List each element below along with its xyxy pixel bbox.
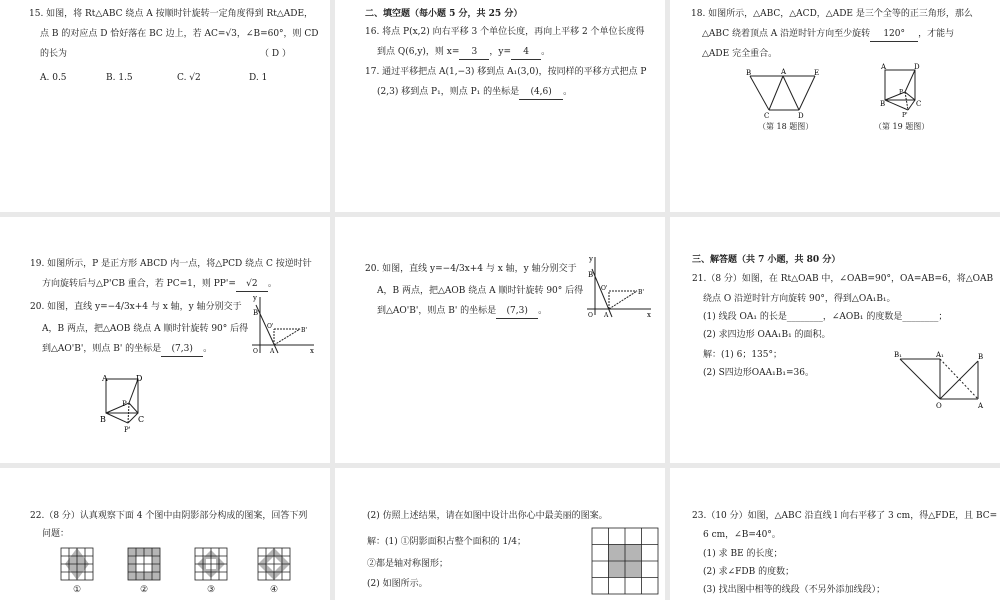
q20b-line3 [377, 305, 547, 319]
fig20l-label-o: O [253, 348, 258, 355]
q20-text-a: 到△AO'B'，则点 B' 的坐标是 [42, 344, 162, 354]
panel-fill-blank [335, 0, 665, 212]
q23-line1: 23.（10 分）如图，△ABC 沿直线 l 向右平移了 3 cm，得△FDE，且 BC= [692, 511, 998, 521]
fig20l-label-a: A [270, 348, 275, 355]
fig19b-label-b: B [100, 415, 106, 424]
q23-line3: (1) 求 BE 的长度； [703, 549, 783, 559]
q15-option-a: A. 0.5 [40, 73, 67, 83]
fig19-label-p-prime: P' [902, 112, 908, 119]
q20-line3 [42, 343, 212, 357]
q18-text-a: △ABC 绕着顶点 A 沿逆时针方向至少旋转 [702, 29, 871, 39]
q17-answer: (4,6) [519, 86, 563, 100]
fig18-label-a: A [781, 68, 787, 76]
q15-line3: 的长为 [40, 49, 68, 59]
panel-q22 [0, 468, 330, 600]
q16-text-c: 。 [541, 47, 551, 57]
fig20r-label-y: y [589, 255, 593, 263]
q22-line1: 22.（8 分）认真观察下面 4 个图中由阴影部分构成的图案，回答下列 [30, 511, 308, 521]
panel-q20 [335, 217, 665, 463]
fig20l-label-y: y [253, 294, 257, 302]
fig21-label-o: O [936, 402, 942, 410]
q18-line2 [702, 28, 954, 42]
q19-text-c: 。 [267, 279, 277, 289]
panel-q21 [670, 217, 1000, 463]
q23-line4: (2) 求∠FDB 的度数； [703, 567, 795, 577]
q21-line3: (1) 线段 OA₁ 的长是________，∠AOB₁ 的度数是________； [703, 312, 948, 322]
fig20r-label-b-prime: B' [638, 289, 645, 296]
section-title-fill: 二、填空题（每小题 5 分，共 25 分） [365, 9, 523, 19]
fig18-label-d: D [798, 112, 804, 120]
q19-line1: 19. 如图所示，P 是正方形 ABCD 内一点，将△PCD 绕点 C 按逆时针 [30, 259, 312, 269]
fig20l-label-b: B [253, 309, 259, 317]
q20b-text-c: 。 [538, 306, 548, 316]
q15-option-c: C. √2 [177, 73, 201, 83]
section-title-solve: 三、解答题（共 7 小题，共 80 分） [692, 255, 841, 265]
fig19-label-b: B [880, 100, 886, 108]
q22-part2-line: (2) 仿照上述结果，请在如图中设计出你心中最美丽的图案。 [367, 511, 608, 521]
q20-line1: 20. 如图，直线 y=−4/3x+4 与 x 轴，y 轴分别交于 [30, 302, 242, 312]
pattern-4 [258, 548, 290, 580]
q18-line3: △ADE 完全重合。 [702, 49, 778, 59]
fig19b-label-a: A [102, 374, 108, 383]
q20b-line2: A，B 两点，把△AOB 绕点 A 顺时针旋转 90° 后得 [377, 286, 584, 296]
q15-line2: 点 B 的对应点 D 恰好落在 BC 边上，若 AC=√3，∠B=60°，则 CD [40, 29, 319, 39]
q23-line5: (3) 找出图中相等的线段（不另外添加线段）； [703, 585, 886, 595]
q16-line2 [377, 46, 550, 60]
pattern-2 [128, 548, 160, 580]
fig20r-label-a: A [604, 312, 609, 319]
fig20l-label-o-prime: O' [267, 323, 274, 330]
q21-solution-1: 解：(1) 6；135°； [703, 350, 783, 360]
q18-line1: 18. 如图所示，△ABC，△ACD，△ADE 是三个全等的正三角形，那么 [691, 9, 973, 19]
panel-q15 [0, 0, 330, 212]
pattern-label-3: ③ [207, 585, 216, 595]
fig18-label-c: C [764, 112, 770, 120]
q21-line4: (2) 求四边形 OAA₁B₁ 的面积。 [703, 330, 831, 340]
q19-answer: √2 [236, 278, 268, 292]
figure-21 [892, 349, 988, 409]
pattern-label-1: ① [73, 585, 82, 595]
fig19-label-p: P [899, 89, 904, 96]
figure-19-bottom [96, 375, 152, 435]
q22-line2: 问题： [42, 529, 70, 539]
panel-q23 [670, 468, 1000, 600]
q20b-answer: (7,3) [496, 305, 538, 319]
pattern-3 [195, 548, 227, 580]
fig20r-label-x: x [647, 311, 651, 319]
q18-answer: 120° [870, 28, 918, 42]
q18-text-b: ，才能与 [918, 29, 955, 39]
q20b-text-a: 到△AO'B'，则点 B' 的坐标是 [377, 306, 497, 316]
pattern-label-2: ② [140, 585, 149, 595]
q21-solution-2: (2) S四边形OAA₁B₁=36。 [703, 368, 814, 378]
fig18-label-e: E [814, 69, 820, 77]
fig21-label-a1: A₁ [936, 351, 944, 359]
q15-option-d: D. 1 [249, 73, 268, 83]
figure-18 [745, 68, 825, 118]
q21-line2: 绕点 O 沿逆时针方向旋转 90°，得到△OA₁B₁。 [703, 294, 896, 304]
q20-text-c: 。 [203, 344, 213, 354]
fig19-label-d: D [914, 63, 920, 71]
fig21-label-a: A [978, 402, 984, 410]
pattern-1 [61, 548, 93, 580]
q16-answer-y: 4 [511, 46, 541, 60]
fig19-label-a: A [881, 63, 887, 71]
q17-text-c: 。 [563, 87, 573, 97]
fig19b-label-p-prime: P' [124, 426, 131, 434]
fig19b-label-p: P [122, 400, 127, 408]
q16-text-a: 到点 Q(6,y)，则 x= [377, 47, 460, 57]
caption-fig19: （第 19 题图） [874, 122, 930, 131]
q17-text-a: (2,3) 移到点 P₁，则点 P₁ 的坐标是 [377, 87, 520, 97]
fig20l-label-x: x [310, 347, 314, 355]
fig19-label-c: C [916, 100, 922, 108]
q20-line2: A，B 两点，把△AOB 绕点 A 顺时针旋转 90° 后得 [42, 324, 249, 334]
q21-line1: 21.（8 分）如图，在 Rt△OAB 中，∠OAB=90°，OA=AB=6，将△OAB [692, 274, 994, 284]
fig21-label-b1: B₁ [894, 351, 902, 359]
q20b-line1: 20. 如图，直线 y=−4/3x+4 与 x 轴，y 轴分别交于 [365, 264, 577, 274]
panel-q18-q19 [670, 0, 1000, 212]
q19-text-a: 方向旋转后与△P'CB 重合，若 PC=1，则 PP'= [42, 279, 236, 289]
design-grid [592, 528, 658, 594]
caption-fig18: （第 18 题图） [758, 122, 814, 131]
q16-answer-x: 3 [459, 46, 489, 60]
fig21-label-b: B [978, 353, 984, 361]
fig20r-label-o: O [588, 312, 593, 319]
q20-answer: (7,3) [161, 343, 203, 357]
q22-solution-1: 解：(1) ①阴影面积占整个面积的 1/4； [367, 537, 526, 547]
q17-line1: 17. 通过平移把点 A(1,−3) 移到点 A₁(3,0)，按同样的平移方式把点 P [365, 67, 647, 77]
q17-line2 [377, 86, 572, 100]
q22-solution-3: (2) 如图所示。 [367, 579, 428, 589]
fig20r-label-o-prime: O' [601, 285, 608, 292]
q23-line2: 6 cm，∠B=40°。 [703, 530, 781, 540]
pattern-label-4: ④ [270, 585, 279, 595]
figure-20-left [250, 295, 320, 357]
panel-q19-q20 [0, 217, 330, 463]
fig20r-label-b: B [588, 271, 594, 279]
q15-line1: 15. 如图，将 Rt△ABC 绕点 A 按顺时针旋转一定角度得到 Rt△ADE， [29, 9, 314, 19]
fig20l-label-b-prime: B' [301, 327, 308, 334]
q15-option-b: B. 1.5 [106, 73, 133, 83]
q19-line2 [42, 278, 277, 292]
q22-solution-2: ②都是轴对称图形； [367, 559, 449, 569]
q16-line1: 16. 将点 P(x,2) 向右平移 3 个单位长度，再向上平移 2 个单位长度得 [365, 27, 645, 37]
panel-q22-answer [335, 468, 665, 600]
fig18-label-b: B [746, 69, 752, 77]
figure-20-right [585, 255, 657, 319]
figure-19-top [880, 64, 920, 118]
fig19b-label-c: C [138, 415, 145, 424]
q16-text-b: ，y= [489, 47, 512, 57]
fig19b-label-d: D [136, 374, 143, 383]
q15-answer-paren: （ D ） [260, 49, 291, 59]
